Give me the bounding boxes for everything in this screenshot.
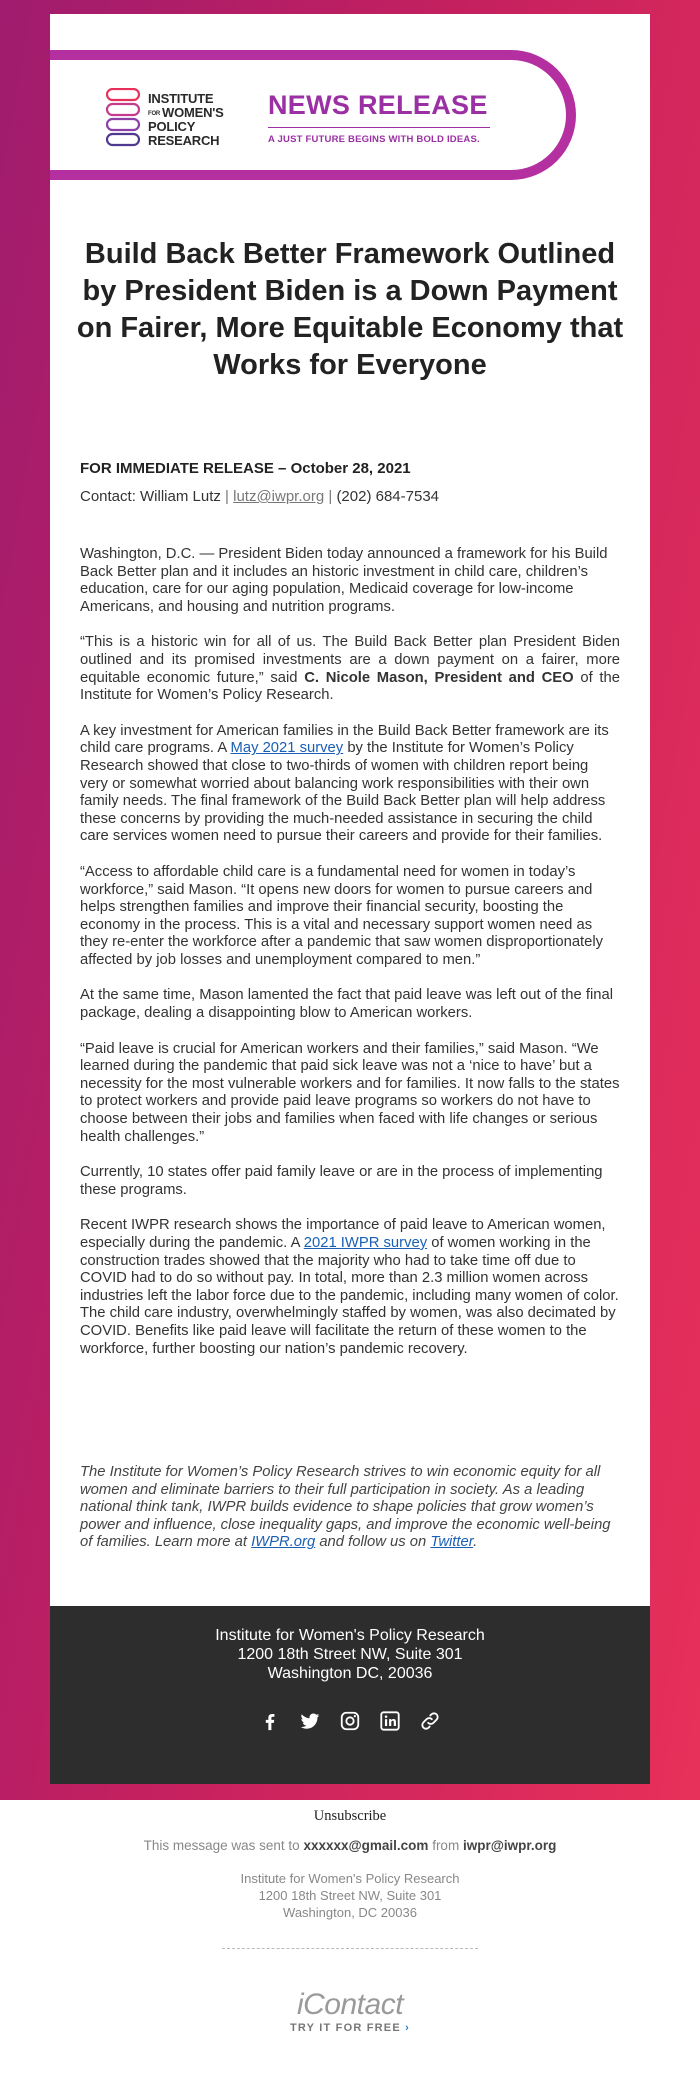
tagline: A JUST FUTURE BEGINS WITH BOLD IDEAS. bbox=[268, 134, 480, 145]
iwpr-survey-link[interactable]: 2021 IWPR survey bbox=[303, 1235, 428, 1251]
footer-address: Institute for Women's Policy Research 1200 18th Street NW, Suite 301 Washington DC, 20036 bbox=[215, 1627, 485, 1682]
may-2021-survey-link[interactable]: May 2021 survey bbox=[230, 740, 344, 757]
news-release-title: NEWS RELEASE bbox=[268, 90, 488, 120]
email-footer bbox=[50, 1606, 650, 1784]
paragraph: Washington, D.C. — President Biden today announced a framework for his Build Back Better plan and it includes an historic investment in child care, children’s education, care for our aging population, Medicaid coverage for low-income Americans, and housing and nutrition programs. bbox=[80, 546, 608, 615]
contact-phone: (202) 684-7534 bbox=[336, 488, 440, 505]
icontact-logo: iContact bbox=[296, 1988, 404, 2021]
try-free-link[interactable]: TRY IT FOR FREE › bbox=[289, 2022, 411, 2034]
article-body bbox=[80, 546, 620, 1376]
paragraph: Currently, 10 states offer paid family leave or are in the process of implementing these programs. bbox=[80, 1164, 603, 1198]
about-iwpr: The Institute for Women’s Policy Research strives to win economic equity for all women and eliminate barriers to their full participation in society. As a leading national think tank, IWPR builds evidence to shape policies that grow women’s power and influence, close inequality gaps, and improve the economic well-being of families. Learn more at IWPR.org and follow us on Twitter. bbox=[80, 1464, 611, 1551]
paragraph: “This is a historic win for all of us. The Build Back Better plan President Biden outlined and its promised investments are a down payment on a fairer, more equitable economic future,” said C. Nicole Mason, President and CEO of the Institute for Women’s Policy Research. bbox=[80, 634, 620, 704]
twitter-link[interactable]: Twitter bbox=[430, 1534, 474, 1551]
chevron-right-icon: › bbox=[405, 2022, 411, 2034]
paragraph: A key investment for American families in the Build Back Better framework are its child care programs. A May 2021 survey by the Institute for Women’s Policy Research showed that close to two-thirds of women with children report being very or somewhat worried about balancing work responsibilities with their own family needs. The final framework of the Build Back Better plan will help address these concerns by providing the much-needed assistance in securing the child care services women need to pursue their careers and provide for their families. bbox=[80, 722, 609, 845]
paragraph: “Paid leave is crucial for American workers and their families,” said Mason. “We learned during the pandemic that paid sick leave was not a ‘nice to have’ but a necessity for the most vulnerable workers and for families. It now falls to the states to protect workers and provide paid leave programs so workers do not have to choose between their jobs and families when faced with life changes or serious health challenges.” bbox=[80, 1040, 620, 1145]
email-card bbox=[50, 14, 650, 1614]
linkedin-icon[interactable] bbox=[379, 1710, 401, 1732]
link-icon[interactable] bbox=[419, 1710, 441, 1732]
paragraph: At the same time, Mason lamented the fact that paid leave was left out of the final package, dealing a disappointing blow to American workers. bbox=[80, 987, 613, 1022]
iwpr-org-link[interactable]: IWPR.org bbox=[251, 1534, 316, 1551]
divider bbox=[268, 127, 490, 128]
divider bbox=[222, 1948, 478, 1949]
twitter-icon[interactable] bbox=[299, 1710, 321, 1732]
icontact-badge[interactable] bbox=[0, 1988, 700, 2034]
contact-email-link[interactable]: lutz@iwpr.org bbox=[233, 488, 325, 505]
paragraph: “Access to affordable child care is a fundamental need for women in today’s workforce,” said Mason. “It opens new doors for women to pursue careers and helps strengthen families and improve their financial security, boosting the economy in the process. This is a vital and necessary support women need as they re-enter the workforce after a pandemic that saw women disproportionately affected by job losses and unemployment compared to men.” bbox=[80, 863, 604, 968]
social-icons bbox=[50, 1710, 650, 1740]
instagram-icon[interactable] bbox=[339, 1710, 361, 1732]
paragraph: Recent IWPR research shows the importance of paid leave to American women, especially during the pandemic. A 2021 IWPR survey of women working in the construction trades showed that the majority who had to take time off due to COVID had to do so without pay. In total, more than 2.3 million women across industries left the labor force due to the pandemic, including many women of color. The child care industry, overwhelmingly staffed by women, was also decimated by COVID. Benefits like paid leave will facilitate the return of these women to the workforce, further boosting our nation’s pandemic recovery. bbox=[80, 1217, 619, 1357]
iwpr-logo-text: INSTITUTE FOR WOMEN'S POLICY RESEARCH bbox=[148, 91, 224, 148]
sent-notice: This message was sent to xxxxxx@gmail.com from iwpr@iwpr.org bbox=[143, 1838, 557, 1853]
headline: Build Back Better Framework Outlined by President Biden is a Down Payment on Fairer, More Equitable Economy that Works for Everyone bbox=[76, 238, 624, 381]
facebook-icon[interactable] bbox=[259, 1710, 281, 1732]
contact-line: Contact: William Lutz | lutz@iwpr.org | (202) 684-7534 bbox=[80, 488, 440, 505]
news-release-banner bbox=[50, 50, 576, 180]
release-date: FOR IMMEDIATE RELEASE – October 28, 2021 bbox=[80, 460, 411, 477]
iwpr-logo-icon bbox=[106, 88, 140, 148]
unsubscribe-link[interactable]: Unsubscribe bbox=[313, 1808, 387, 1824]
sender-address: Institute for Women's Policy Research 1200 18th Street NW, Suite 301 Washington, DC 20036 bbox=[240, 1871, 460, 1920]
